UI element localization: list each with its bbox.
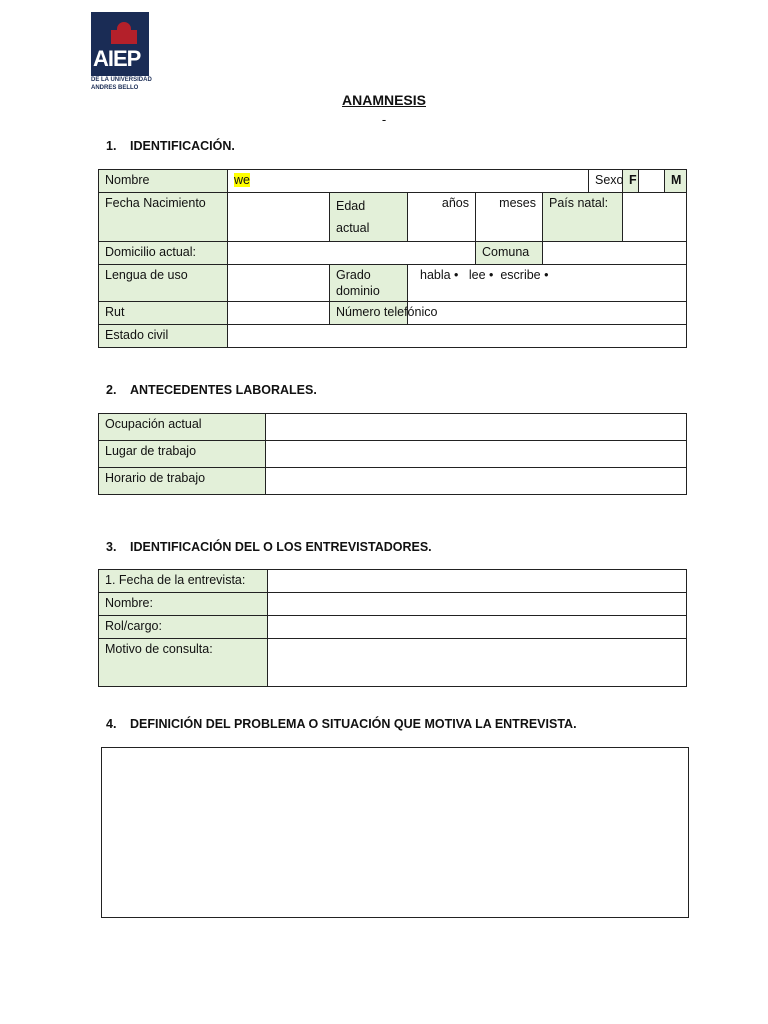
lengua-field[interactable]	[228, 265, 330, 302]
logo-subtitle-1: DE LA UNIVERSIDAD	[91, 77, 152, 83]
lugar-trabajo-label: Lugar de trabajo	[99, 441, 266, 468]
entrevistador-nombre-label: Nombre:	[99, 593, 268, 616]
edad-label-line1: Edad	[336, 199, 366, 213]
rol-cargo-field[interactable]	[268, 616, 687, 639]
section-2-title: ANTECEDENTES LABORALES.	[130, 383, 317, 397]
anos-label: años	[441, 196, 469, 210]
sexo-f-field[interactable]	[639, 170, 665, 193]
section-2-number: 2.	[106, 383, 117, 397]
edad-anos-field[interactable]	[408, 193, 476, 242]
aiep-logo	[91, 12, 152, 92]
logo-emblem	[91, 12, 149, 76]
title-dash: -	[381, 112, 387, 127]
edad-label-line2: actual	[336, 221, 370, 235]
section-4-title: DEFINICIÓN DEL PROBLEMA O SITUACIÓN QUE MOTIVA LA ENTREVISTA.	[130, 717, 577, 731]
nombre-label: Nombre	[99, 170, 228, 193]
lugar-trabajo-field[interactable]	[266, 441, 687, 468]
document-title: ANAMNESIS	[341, 92, 426, 108]
ocupacion-label: Ocupación actual	[99, 414, 266, 441]
section-2-heading	[106, 383, 317, 397]
interviewer-table	[98, 569, 687, 687]
entrevistador-nombre-field[interactable]	[268, 593, 687, 616]
rut-field[interactable]	[228, 302, 330, 325]
rut-label: Rut	[99, 302, 228, 325]
comuna-field[interactable]	[543, 242, 687, 265]
nombre-value: we	[234, 173, 250, 187]
fecha-entrevista-field[interactable]	[268, 570, 687, 593]
domicilio-field[interactable]	[228, 242, 476, 265]
edad-label	[330, 193, 408, 242]
section-1-title: IDENTIFICACIÓN.	[130, 139, 235, 153]
domicilio-label: Domicilio actual:	[99, 242, 228, 265]
estado-civil-label: Estado civil	[99, 325, 228, 348]
lengua-label: Lengua de uso	[99, 265, 228, 302]
nombre-field[interactable]	[228, 170, 589, 193]
section-4-number: 4.	[106, 717, 117, 731]
logo-brand: AIEP	[93, 46, 141, 71]
section-1-number: 1.	[106, 139, 117, 153]
sexo-f-label: F	[623, 170, 639, 193]
identification-table	[98, 169, 687, 348]
motivo-consulta-label: Motivo de consulta:	[99, 639, 268, 687]
work-table	[98, 413, 687, 495]
motivo-consulta-field[interactable]	[268, 639, 687, 687]
section-1-heading	[106, 139, 235, 153]
fecha-entrevista-label: 1. Fecha de la entrevista:	[99, 570, 268, 593]
sexo-label: Sexo	[589, 170, 623, 193]
rol-cargo-label: Rol/cargo:	[99, 616, 268, 639]
estado-civil-field[interactable]	[228, 325, 687, 348]
pais-natal-label: País natal:	[543, 193, 623, 242]
logo-subtitle-2: ANDRES BELLO	[91, 85, 139, 91]
meses-label: meses	[499, 196, 536, 210]
comuna-label: Comuna	[476, 242, 543, 265]
fecha-nacimiento-field[interactable]	[228, 193, 330, 242]
horario-trabajo-field[interactable]	[266, 468, 687, 495]
section-3-title: IDENTIFICACIÓN DEL O LOS ENTREVISTADORES.	[130, 540, 432, 554]
telefono-label: Número telefónico	[330, 302, 408, 325]
telefono-field[interactable]	[408, 302, 687, 325]
section-3-number: 3.	[106, 540, 117, 554]
sexo-m-label: M	[665, 170, 687, 193]
grado-dominio-options[interactable]: habla • lee • escribe •	[408, 265, 687, 302]
pais-natal-field[interactable]	[623, 193, 687, 242]
grado-dominio-label: Grado dominio	[330, 265, 408, 302]
edad-meses-field[interactable]	[476, 193, 543, 242]
fecha-nacimiento-label: Fecha Nacimiento	[99, 193, 228, 242]
problem-definition-box[interactable]	[101, 747, 689, 918]
ocupacion-field[interactable]	[266, 414, 687, 441]
section-4-heading	[106, 717, 577, 731]
horario-trabajo-label: Horario de trabajo	[99, 468, 266, 495]
section-3-heading	[106, 540, 432, 554]
